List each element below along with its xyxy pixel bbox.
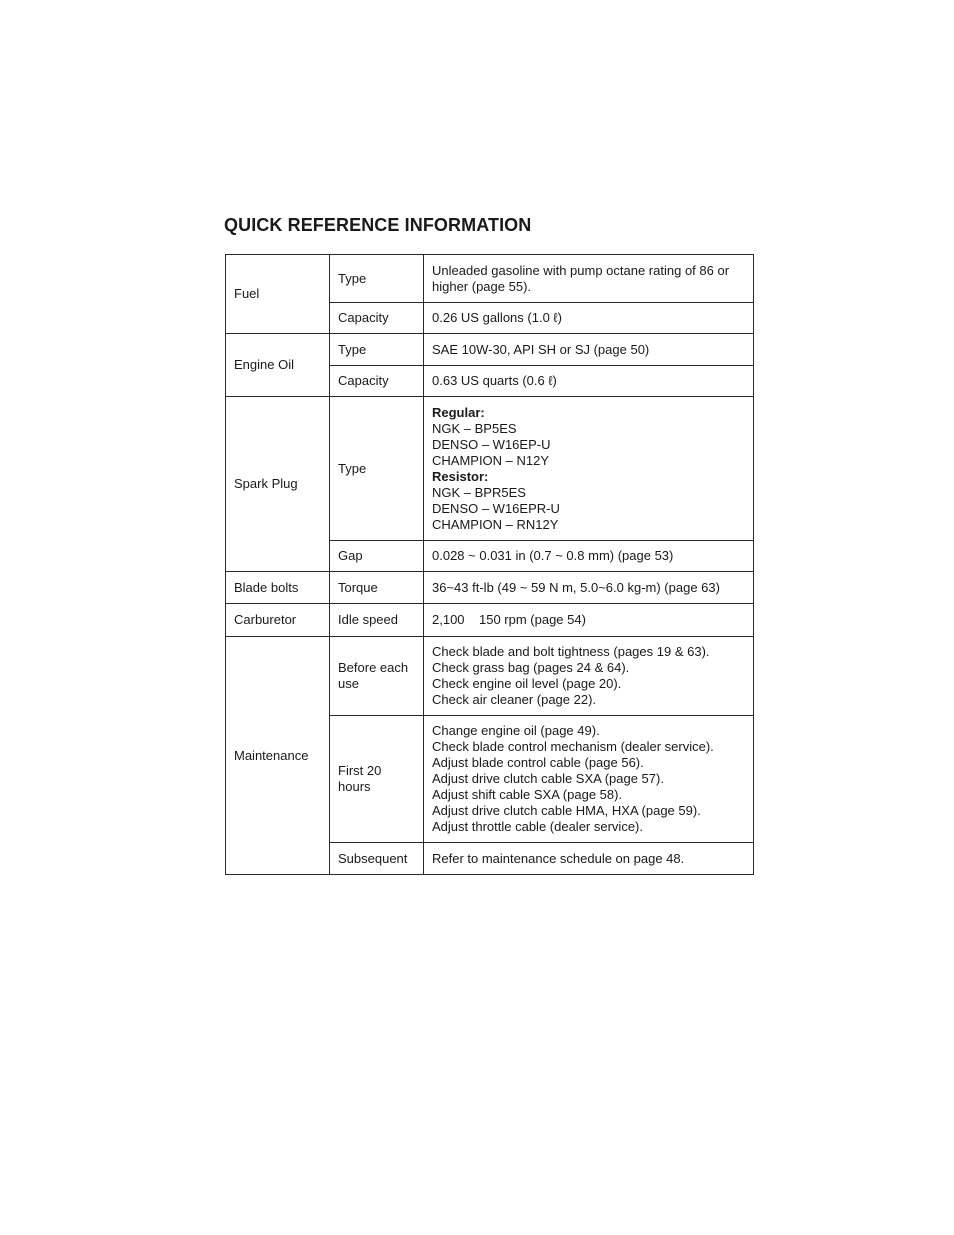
sub-label-plug-type: Type [330,397,424,541]
plug-regular-denso: DENSO – W16EP-U [432,436,551,452]
row-label-carburetor: Carburetor [226,604,330,637]
table-row [226,572,754,604]
quick-reference-table [225,254,754,875]
sub-label-torque: Torque [330,572,424,604]
list-item: Adjust shift cable SXA (page 58). [432,787,623,802]
row-label-engine-oil: Engine Oil [226,334,330,397]
table-row [226,255,754,303]
sub-label-idle-speed: Idle speed [330,604,424,637]
row-label-fuel: Fuel [226,255,330,334]
list-item: Adjust drive clutch cable HMA, HXA (page 59). [432,803,701,818]
list-item: Check engine oil level (page 20). [432,676,622,691]
sub-label-fuel-type: Type [330,255,424,303]
value-plug-type [424,397,754,541]
resistor-heading: Resistor: [432,468,489,484]
value-idle-speed: 2,100 150 rpm (page 54) [424,604,754,637]
list-item: Check air cleaner (page 22). [432,692,597,707]
value-before-each-use [424,637,754,716]
list-item: Change engine oil (page 49). [432,723,600,738]
value-oil-capacity: 0.63 US quarts (0.6 ℓ) [424,366,754,397]
row-label-spark-plug: Spark Plug [226,397,330,572]
list-item: Adjust throttle cable (dealer service). [432,819,643,834]
value-plug-gap: 0.028 ~ 0.031 in (0.7 ~ 0.8 mm) (page 53) [424,541,754,572]
sub-label-fuel-capacity: Capacity [330,303,424,334]
list-item: Adjust blade control cable (page 56). [432,755,644,770]
sub-label-oil-capacity: Capacity [330,366,424,397]
sub-label-before-each-use: Before each use [330,637,424,716]
table-row [226,334,754,366]
sub-label-first-20-hours: First 20 hours [330,716,424,843]
plug-resistor-champion: CHAMPION – RN12Y [432,516,559,532]
sub-label-subsequent: Subsequent [330,843,424,875]
sub-label-oil-type: Type [330,334,424,366]
page-title: QUICK REFERENCE INFORMATION [224,215,532,235]
list-item: Check blade control mechanism (dealer service). [432,739,714,754]
value-fuel-type: Unleaded gasoline with pump octane rating of 86 or higher (page 55). [424,255,754,303]
plug-regular-champion: CHAMPION – N12Y [432,452,550,468]
plug-resistor-ngk: NGK – BPR5ES [432,484,526,500]
regular-heading: Regular: [432,404,485,420]
value-torque: 36~43 ft-lb (49 ~ 59 N m, 5.0~6.0 kg-m) (page 63) [424,572,754,604]
table-row [226,637,754,716]
sub-label-plug-gap: Gap [330,541,424,572]
value-subsequent: Refer to maintenance schedule on page 48. [424,843,754,875]
list-item: Check grass bag (pages 24 & 64). [432,660,630,675]
list-item: Check blade and bolt tightness (pages 19 & 63). [432,644,710,659]
value-oil-type: SAE 10W-30, API SH or SJ (page 50) [424,334,754,366]
plug-resistor-denso: DENSO – W16EPR-U [432,500,560,516]
plug-regular-ngk: NGK – BP5ES [432,420,517,436]
list-item: Adjust drive clutch cable SXA (page 57). [432,771,664,786]
row-label-maintenance: Maintenance [226,637,330,875]
value-first-20-hours [424,716,754,843]
table-row [226,604,754,637]
value-fuel-capacity: 0.26 US gallons (1.0 ℓ) [424,303,754,334]
row-label-blade-bolts: Blade bolts [226,572,330,604]
table-row [226,397,754,541]
